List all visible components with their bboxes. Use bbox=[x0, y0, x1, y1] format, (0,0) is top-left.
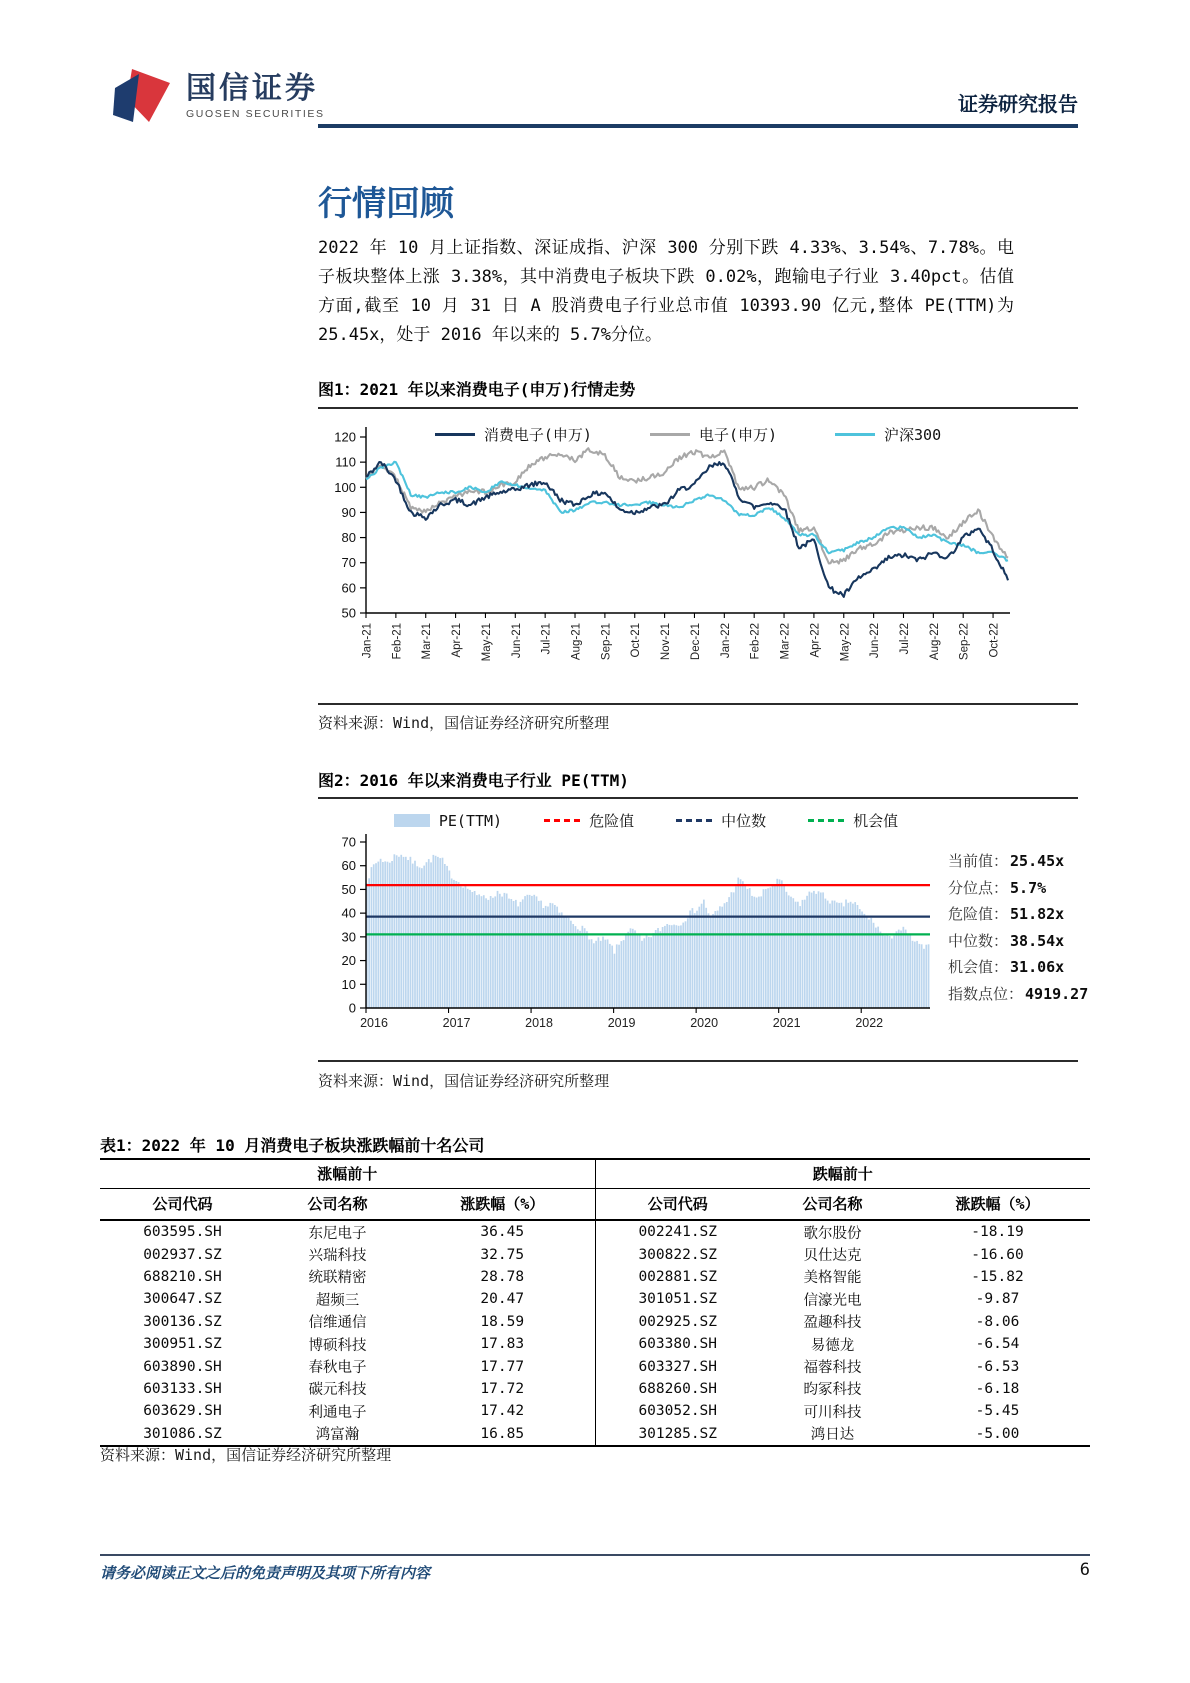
table-cell: 17.83 bbox=[480, 1336, 525, 1353]
pe-annotation bbox=[948, 904, 1098, 924]
table-cell: 002241.SZ bbox=[595, 1220, 760, 1243]
fig1-y-tick: 60 bbox=[341, 580, 356, 596]
legend-label: 机会值 bbox=[853, 812, 899, 830]
table-cell: 贝仕达克 bbox=[803, 1248, 862, 1265]
table-cell: 002881.SZ bbox=[595, 1266, 760, 1288]
fig1-x-tick: Jul-21 bbox=[540, 623, 553, 655]
table-cell: 32.75 bbox=[480, 1246, 525, 1263]
table-cell: 300136.SZ bbox=[143, 1313, 222, 1330]
table-row bbox=[100, 1378, 1090, 1400]
table1-source: 资料来源：Wind，国信证券经济研究所整理 bbox=[100, 1446, 392, 1464]
header-rule bbox=[318, 124, 1078, 128]
table-cell: 博硕科技 bbox=[308, 1337, 367, 1354]
table-cell: 统联精密 bbox=[308, 1270, 367, 1287]
fig1-x-tick: May-21 bbox=[480, 623, 493, 662]
table-cell: 东尼电子 bbox=[308, 1225, 367, 1242]
table-cell: 603890.SH bbox=[143, 1358, 222, 1375]
table1-caption: 表1：2022 年 10 月消费电子板块涨跌幅前十名公司 bbox=[100, 1136, 485, 1155]
table-cell: -9.87 bbox=[975, 1291, 1020, 1308]
annotation-label: 中位数： bbox=[948, 931, 1009, 950]
table-cell: -15.82 bbox=[971, 1268, 1024, 1285]
fig2-x-tick: 2021 bbox=[772, 1016, 801, 1030]
fig1-x-tick: Apr-22 bbox=[809, 623, 822, 658]
col-header-code: 公司代码 bbox=[100, 1189, 265, 1221]
fig1-y-tick: 50 bbox=[341, 605, 356, 621]
fig1-x-tick: Oct-22 bbox=[988, 623, 1001, 658]
fig2-y-tick: 70 bbox=[341, 834, 356, 850]
table-cell: 301051.SZ bbox=[595, 1288, 760, 1310]
table-cell: 300647.SZ bbox=[143, 1291, 222, 1308]
pe-annotations bbox=[948, 851, 1098, 1010]
legend-label: 消费电子(申万) bbox=[483, 426, 592, 444]
table-row bbox=[100, 1400, 1090, 1422]
annotation-value: 4919.27 bbox=[1025, 984, 1089, 1003]
table-cell: 603327.SH bbox=[595, 1355, 760, 1377]
pe-annotation bbox=[948, 851, 1098, 871]
table-cell: 603380.SH bbox=[595, 1333, 760, 1355]
table-cell: 信维通信 bbox=[308, 1315, 367, 1332]
table-cell: 300951.SZ bbox=[143, 1336, 222, 1353]
table-cell: 20.47 bbox=[480, 1291, 525, 1308]
fig2-x-tick: 2018 bbox=[525, 1016, 553, 1030]
table-cell: 17.42 bbox=[480, 1403, 525, 1420]
table-cell: 28.78 bbox=[480, 1268, 525, 1285]
table1-wrapper bbox=[100, 1158, 1090, 1447]
table-row bbox=[100, 1333, 1090, 1355]
legend-label: PE(TTM) bbox=[438, 811, 503, 830]
table-cell: 可川科技 bbox=[803, 1404, 862, 1421]
fig1-y-tick: 70 bbox=[341, 555, 356, 571]
brand-text bbox=[186, 73, 325, 120]
table-row bbox=[100, 1266, 1090, 1288]
table-cell: -5.45 bbox=[975, 1403, 1020, 1420]
table-cell: 超频三 bbox=[315, 1292, 360, 1309]
table-cell: 歌尔股份 bbox=[803, 1225, 862, 1242]
legend-label: 危险值 bbox=[589, 812, 635, 830]
table-cell: -8.06 bbox=[975, 1313, 1020, 1330]
table-cell: 盈趣科技 bbox=[803, 1315, 862, 1332]
table-cell: -6.18 bbox=[975, 1380, 1020, 1397]
table-row bbox=[100, 1355, 1090, 1377]
table-cell: 300822.SZ bbox=[595, 1243, 760, 1265]
table-row bbox=[100, 1243, 1090, 1265]
legend-label: 电子(申万) bbox=[698, 426, 778, 444]
fig1-x-tick: Aug-22 bbox=[928, 623, 941, 661]
fig2-x-tick: 2016 bbox=[360, 1016, 388, 1030]
consumer-electronics-trend-chart bbox=[318, 413, 1010, 685]
legend-dash-swatch bbox=[808, 819, 844, 822]
fig2-x-tick: 2020 bbox=[690, 1016, 719, 1030]
fig1-x-tick: Sep-22 bbox=[958, 623, 971, 661]
fig1-x-tick: Mar-21 bbox=[421, 623, 434, 660]
legend-label: 沪深300 bbox=[884, 426, 942, 444]
table-cell: 17.72 bbox=[480, 1380, 525, 1397]
annotation-label: 危险值： bbox=[948, 905, 1009, 923]
footer-rule bbox=[100, 1554, 1090, 1556]
fig1-x-tick: Apr-21 bbox=[451, 623, 464, 658]
col-header-change: 涨跌幅（%） bbox=[410, 1189, 595, 1221]
table-cell: 603629.SH bbox=[143, 1403, 222, 1420]
fig1-axes bbox=[334, 427, 1010, 661]
figure1-top-rule bbox=[318, 407, 1078, 409]
table-cell: -6.54 bbox=[975, 1336, 1020, 1353]
guosen-logo-icon bbox=[112, 68, 174, 124]
fig2-x-tick: 2019 bbox=[607, 1016, 636, 1030]
pe-annotation bbox=[948, 957, 1098, 977]
fig1-x-tick: Oct-21 bbox=[630, 623, 643, 658]
table-cell: -5.00 bbox=[975, 1425, 1020, 1442]
fig1-y-tick: 80 bbox=[341, 530, 356, 546]
report-type-label: 证券研究报告 bbox=[958, 94, 1078, 116]
annotation-value: 51.82x bbox=[1010, 905, 1065, 923]
table-cell: 002937.SZ bbox=[143, 1246, 222, 1263]
guosen-logo bbox=[112, 68, 325, 124]
table-row bbox=[100, 1311, 1090, 1333]
series-line-2 bbox=[366, 462, 1008, 561]
fig2-x-tick: 2017 bbox=[442, 1016, 471, 1030]
fig2-y-tick: 10 bbox=[341, 976, 356, 992]
fig1-y-tick: 100 bbox=[334, 479, 356, 495]
table-cell: 鸿日达 bbox=[810, 1427, 855, 1444]
figure1-bottom-rule bbox=[318, 703, 1078, 705]
fig1-x-tick: Jul-22 bbox=[898, 623, 911, 655]
fig1-x-tick: Feb-21 bbox=[391, 623, 404, 660]
col-header-change: 涨跌幅（%） bbox=[905, 1189, 1090, 1221]
table-cell: 昀冢科技 bbox=[803, 1382, 862, 1399]
pe-annotation bbox=[948, 878, 1098, 898]
table-cell: 301086.SZ bbox=[143, 1425, 222, 1442]
figure2-source: 资料来源：Wind，国信证券经济研究所整理 bbox=[318, 1072, 610, 1090]
top-movers-table bbox=[100, 1158, 1090, 1447]
fig2-y-tick: 30 bbox=[341, 929, 356, 945]
table-cell: 17.77 bbox=[480, 1358, 525, 1375]
annotation-label: 机会值： bbox=[948, 958, 1009, 976]
fig2-x-tick: 2022 bbox=[855, 1016, 884, 1030]
pe-ttm-chart bbox=[318, 826, 1010, 1034]
table-cell: 603133.SH bbox=[143, 1380, 222, 1397]
legend-dash-swatch bbox=[544, 819, 580, 822]
section-title: 行情回顾 bbox=[318, 185, 454, 223]
footer-disclaimer: 请务必阅读正文之后的免责声明及其项下所有内容 bbox=[100, 1565, 431, 1582]
table-row bbox=[100, 1288, 1090, 1310]
table-cell: 688210.SH bbox=[143, 1268, 222, 1285]
fig1-x-tick: Jan-21 bbox=[361, 623, 374, 659]
fig2-y-tick: 0 bbox=[348, 1000, 356, 1016]
logo-blue-shape bbox=[113, 74, 139, 122]
annotation-value: 38.54x bbox=[1010, 931, 1065, 950]
fig1-y-tick: 90 bbox=[341, 504, 356, 520]
fig2-y-tick: 50 bbox=[341, 881, 356, 897]
fig1-x-tick: Dec-21 bbox=[689, 623, 702, 661]
legend-label: 中位数 bbox=[721, 812, 767, 830]
table-cell: 16.85 bbox=[480, 1425, 525, 1442]
annotation-value: 5.7% bbox=[1010, 878, 1047, 897]
col-header-name: 公司名称 bbox=[760, 1189, 905, 1221]
gainers-group-header: 涨幅前十 bbox=[100, 1159, 595, 1189]
fig2-y-tick: 40 bbox=[341, 905, 356, 921]
figure2-top-rule bbox=[318, 797, 1078, 799]
table-cell: 002925.SZ bbox=[595, 1311, 760, 1333]
table-cell: 301285.SZ bbox=[595, 1423, 760, 1446]
table-cell: 鸿富瀚 bbox=[315, 1427, 360, 1444]
table-row bbox=[100, 1423, 1090, 1446]
table-cell: 兴瑞科技 bbox=[308, 1248, 367, 1265]
fig2-y-tick: 60 bbox=[341, 858, 356, 874]
section-paragraph: 2022 年 10 月上证指数、深证成指、沪深 300 分别下跌 4.33%、3.54%、7.78%。电子板块整体上涨 3.38%，其中消费电子板块下跌 0.02%，跑输电子行业 3.40pct。估值方面,截至 10 月 31 日 A 股消费电子行业总市值 10393.90 亿元,整体 PE(TTM)为 25.45x，处于 2016 年以来的 5.7%分位。 bbox=[318, 238, 1014, 345]
fig1-x-tick: Jun-22 bbox=[869, 623, 882, 659]
table-cell: 36.45 bbox=[480, 1224, 525, 1241]
table-cell: -6.53 bbox=[975, 1358, 1020, 1375]
pe-annotation bbox=[948, 984, 1098, 1004]
table-cell: -16.60 bbox=[971, 1246, 1024, 1263]
annotation-label: 当前值： bbox=[948, 852, 1009, 870]
figure2-bottom-rule bbox=[318, 1060, 1078, 1062]
col-header-code: 公司代码 bbox=[595, 1189, 760, 1221]
series-line-1 bbox=[366, 448, 1008, 563]
legend-dash-swatch bbox=[676, 819, 712, 822]
table-cell: 福蓉科技 bbox=[803, 1360, 862, 1377]
figure2-caption: 图2：2016 年以来消费电子行业 PE(TTM) bbox=[318, 771, 629, 790]
figure1-caption: 图1：2021 年以来消费电子(申万)行情走势 bbox=[318, 380, 636, 399]
annotation-label: 分位点： bbox=[948, 878, 1009, 897]
fig1-x-tick: Jun-21 bbox=[510, 623, 523, 659]
fig1-x-tick: Feb-22 bbox=[749, 623, 762, 660]
fig1-x-tick: May-22 bbox=[839, 623, 852, 662]
table-cell: 603052.SH bbox=[595, 1400, 760, 1422]
losers-group-header: 跌幅前十 bbox=[595, 1159, 1090, 1189]
fig1-x-tick: Aug-21 bbox=[570, 623, 583, 661]
col-header-name: 公司名称 bbox=[265, 1189, 410, 1221]
table-cell: 美格智能 bbox=[803, 1270, 862, 1287]
pe-annotation bbox=[948, 931, 1098, 951]
figure1-source: 资料来源：Wind，国信证券经济研究所整理 bbox=[318, 714, 610, 732]
table-cell: 603595.SH bbox=[143, 1224, 222, 1241]
table-cell: 春秋电子 bbox=[308, 1360, 367, 1377]
brand-name-cn: 国信证券 bbox=[186, 71, 318, 105]
annotation-label: 指数点位： bbox=[948, 984, 1024, 1003]
annotation-value: 25.45x bbox=[1010, 852, 1065, 870]
table-cell: 信濠光电 bbox=[803, 1292, 862, 1309]
table-cell: 18.59 bbox=[480, 1313, 525, 1330]
fig1-x-tick: Jan-22 bbox=[719, 623, 732, 659]
pe-bars bbox=[366, 854, 929, 1008]
fig1-y-tick: 110 bbox=[335, 454, 356, 470]
table-cell: 688260.SH bbox=[595, 1378, 760, 1400]
table-cell: 易德龙 bbox=[810, 1337, 855, 1354]
fig1-x-tick: Mar-22 bbox=[779, 623, 792, 660]
fig1-y-tick: 120 bbox=[334, 429, 356, 445]
table-row bbox=[100, 1220, 1090, 1243]
table-cell: -18.19 bbox=[971, 1224, 1024, 1241]
annotation-value: 31.06x bbox=[1010, 958, 1065, 976]
brand-name-en: GUOSEN SECURITIES bbox=[186, 107, 325, 120]
fig1-x-tick: Sep-21 bbox=[600, 623, 613, 661]
fig1-x-tick: Nov-21 bbox=[660, 623, 673, 661]
table-group-header-row bbox=[100, 1159, 1090, 1189]
page-number: 6 bbox=[1079, 1560, 1090, 1580]
fig2-y-tick: 20 bbox=[341, 953, 356, 969]
table-cell: 碳元科技 bbox=[308, 1382, 367, 1399]
table-column-header-row bbox=[100, 1189, 1090, 1221]
table-cell: 利通电子 bbox=[308, 1404, 367, 1421]
